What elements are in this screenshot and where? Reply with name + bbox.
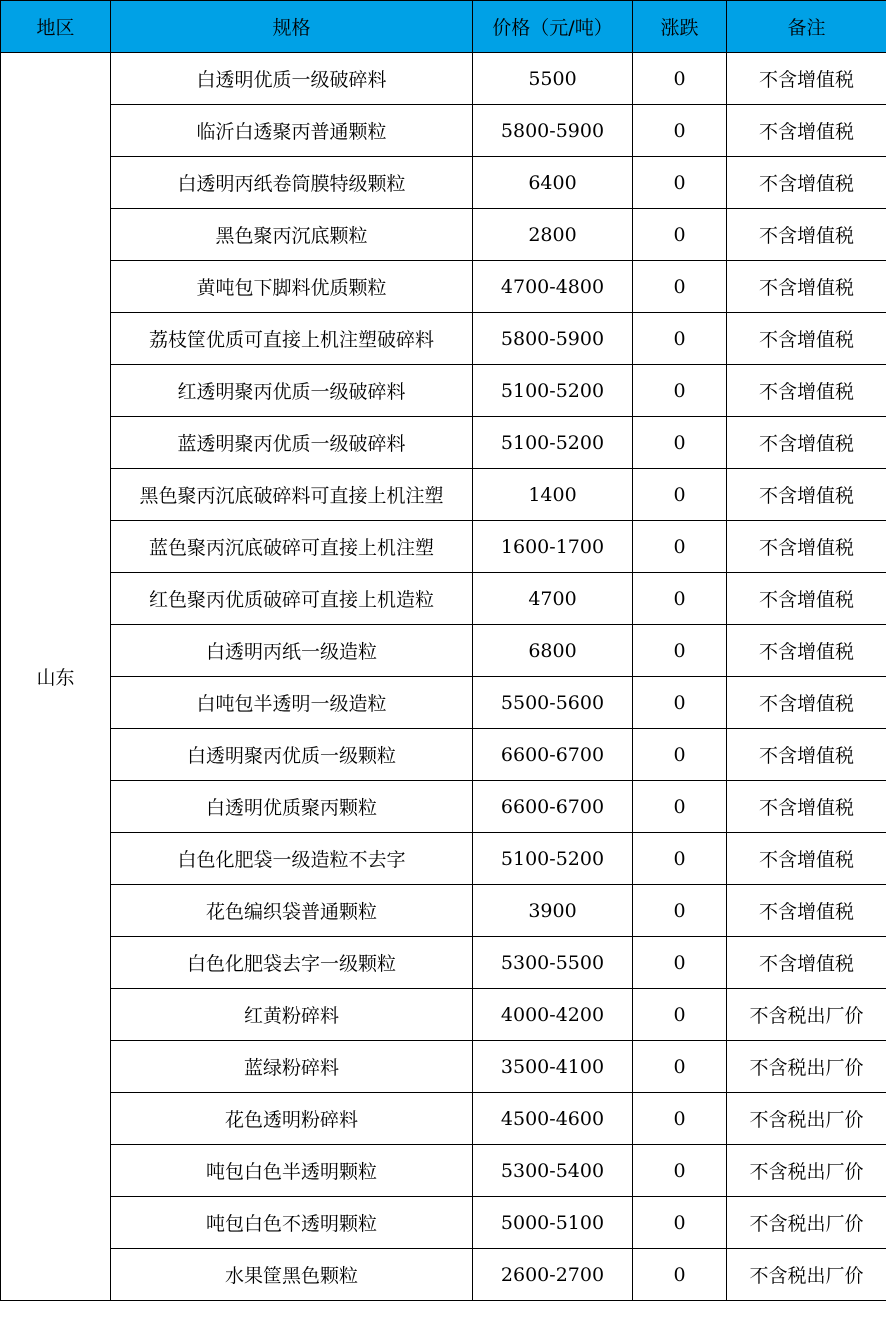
price-cell: 1400 bbox=[473, 469, 633, 521]
change-cell: 0 bbox=[633, 1093, 727, 1145]
spec-cell: 荔枝筐优质可直接上机注塑破碎料 bbox=[111, 313, 473, 365]
spec-cell: 蓝绿粉碎料 bbox=[111, 1041, 473, 1093]
note-cell: 不含增值税 bbox=[727, 157, 886, 209]
note-cell: 不含增值税 bbox=[727, 885, 886, 937]
spec-cell: 红黄粉碎料 bbox=[111, 989, 473, 1041]
note-cell: 不含增值税 bbox=[727, 677, 886, 729]
table-row bbox=[1, 625, 886, 677]
price-cell: 5300-5400 bbox=[473, 1145, 633, 1197]
spec-cell: 蓝透明聚丙优质一级破碎料 bbox=[111, 417, 473, 469]
note-cell: 不含增值税 bbox=[727, 365, 886, 417]
change-cell: 0 bbox=[633, 313, 727, 365]
price-cell: 4700 bbox=[473, 573, 633, 625]
table-row bbox=[1, 729, 886, 781]
spec-cell: 黑色聚丙沉底颗粒 bbox=[111, 209, 473, 261]
table-row bbox=[1, 1197, 886, 1249]
spec-cell: 白透明优质一级破碎料 bbox=[111, 53, 473, 105]
region-cell: 山东 bbox=[1, 53, 111, 1301]
change-cell: 0 bbox=[633, 729, 727, 781]
price-cell: 6400 bbox=[473, 157, 633, 209]
price-cell: 5500-5600 bbox=[473, 677, 633, 729]
header-change: 涨跌 bbox=[633, 1, 727, 53]
change-cell: 0 bbox=[633, 261, 727, 313]
price-cell: 3900 bbox=[473, 885, 633, 937]
price-cell: 5000-5100 bbox=[473, 1197, 633, 1249]
change-cell: 0 bbox=[633, 1041, 727, 1093]
header-price: 价格（元/吨） bbox=[473, 1, 633, 53]
note-cell: 不含增值税 bbox=[727, 261, 886, 313]
note-cell: 不含增值税 bbox=[727, 781, 886, 833]
note-cell: 不含税出厂价 bbox=[727, 1197, 886, 1249]
spec-cell: 水果筐黑色颗粒 bbox=[111, 1249, 473, 1301]
price-cell: 4500-4600 bbox=[473, 1093, 633, 1145]
change-cell: 0 bbox=[633, 365, 727, 417]
price-cell: 5800-5900 bbox=[473, 313, 633, 365]
change-cell: 0 bbox=[633, 53, 727, 105]
price-cell: 2600-2700 bbox=[473, 1249, 633, 1301]
table-row bbox=[1, 1249, 886, 1301]
change-cell: 0 bbox=[633, 833, 727, 885]
note-cell: 不含增值税 bbox=[727, 53, 886, 105]
spec-cell: 红色聚丙优质破碎可直接上机造粒 bbox=[111, 573, 473, 625]
note-cell: 不含增值税 bbox=[727, 937, 886, 989]
note-cell: 不含税出厂价 bbox=[727, 1093, 886, 1145]
header-row bbox=[1, 1, 886, 53]
spec-cell: 红透明聚丙优质一级破碎料 bbox=[111, 365, 473, 417]
price-cell: 5500 bbox=[473, 53, 633, 105]
price-cell: 6600-6700 bbox=[473, 729, 633, 781]
change-cell: 0 bbox=[633, 625, 727, 677]
note-cell: 不含税出厂价 bbox=[727, 1145, 886, 1197]
price-cell: 4700-4800 bbox=[473, 261, 633, 313]
table-row bbox=[1, 365, 886, 417]
spec-cell: 白透明优质聚丙颗粒 bbox=[111, 781, 473, 833]
spec-cell: 白色化肥袋一级造粒不去字 bbox=[111, 833, 473, 885]
spec-cell: 白透明聚丙优质一级颗粒 bbox=[111, 729, 473, 781]
change-cell: 0 bbox=[633, 1145, 727, 1197]
spec-cell: 黑色聚丙沉底破碎料可直接上机注塑 bbox=[111, 469, 473, 521]
table-row bbox=[1, 1093, 886, 1145]
table-row bbox=[1, 469, 886, 521]
table-row bbox=[1, 209, 886, 261]
table-header bbox=[1, 1, 886, 53]
change-cell: 0 bbox=[633, 989, 727, 1041]
header-note: 备注 bbox=[727, 1, 886, 53]
note-cell: 不含增值税 bbox=[727, 521, 886, 573]
table-row bbox=[1, 1145, 886, 1197]
change-cell: 0 bbox=[633, 1249, 727, 1301]
spec-cell: 黄吨包下脚料优质颗粒 bbox=[111, 261, 473, 313]
table-row bbox=[1, 417, 886, 469]
table-row bbox=[1, 937, 886, 989]
table-row bbox=[1, 261, 886, 313]
header-region: 地区 bbox=[1, 1, 111, 53]
change-cell: 0 bbox=[633, 521, 727, 573]
table-row bbox=[1, 989, 886, 1041]
note-cell: 不含增值税 bbox=[727, 625, 886, 677]
change-cell: 0 bbox=[633, 885, 727, 937]
header-spec: 规格 bbox=[111, 1, 473, 53]
price-cell: 5100-5200 bbox=[473, 365, 633, 417]
spec-cell: 吨包白色不透明颗粒 bbox=[111, 1197, 473, 1249]
note-cell: 不含增值税 bbox=[727, 729, 886, 781]
change-cell: 0 bbox=[633, 157, 727, 209]
table-row bbox=[1, 573, 886, 625]
table-row bbox=[1, 105, 886, 157]
note-cell: 不含增值税 bbox=[727, 469, 886, 521]
note-cell: 不含增值税 bbox=[727, 833, 886, 885]
table-row bbox=[1, 157, 886, 209]
price-cell: 6800 bbox=[473, 625, 633, 677]
price-cell: 4000-4200 bbox=[473, 989, 633, 1041]
price-cell: 5100-5200 bbox=[473, 833, 633, 885]
change-cell: 0 bbox=[633, 937, 727, 989]
change-cell: 0 bbox=[633, 781, 727, 833]
price-cell: 5100-5200 bbox=[473, 417, 633, 469]
change-cell: 0 bbox=[633, 1197, 727, 1249]
table-row bbox=[1, 53, 886, 105]
note-cell: 不含增值税 bbox=[727, 313, 886, 365]
price-cell: 2800 bbox=[473, 209, 633, 261]
spec-cell: 白吨包半透明一级造粒 bbox=[111, 677, 473, 729]
change-cell: 0 bbox=[633, 105, 727, 157]
price-cell: 6600-6700 bbox=[473, 781, 633, 833]
table-row bbox=[1, 1041, 886, 1093]
table-row bbox=[1, 885, 886, 937]
price-cell: 1600-1700 bbox=[473, 521, 633, 573]
table-row bbox=[1, 677, 886, 729]
change-cell: 0 bbox=[633, 209, 727, 261]
change-cell: 0 bbox=[633, 573, 727, 625]
spec-cell: 临沂白透聚丙普通颗粒 bbox=[111, 105, 473, 157]
note-cell: 不含增值税 bbox=[727, 417, 886, 469]
note-cell: 不含税出厂价 bbox=[727, 1249, 886, 1301]
change-cell: 0 bbox=[633, 469, 727, 521]
price-cell: 5300-5500 bbox=[473, 937, 633, 989]
note-cell: 不含增值税 bbox=[727, 209, 886, 261]
table-body bbox=[1, 53, 886, 1301]
note-cell: 不含税出厂价 bbox=[727, 989, 886, 1041]
table-row bbox=[1, 781, 886, 833]
note-cell: 不含增值税 bbox=[727, 573, 886, 625]
change-cell: 0 bbox=[633, 677, 727, 729]
note-cell: 不含增值税 bbox=[727, 105, 886, 157]
spec-cell: 白色化肥袋去字一级颗粒 bbox=[111, 937, 473, 989]
spec-cell: 蓝色聚丙沉底破碎可直接上机注塑 bbox=[111, 521, 473, 573]
table-row bbox=[1, 313, 886, 365]
change-cell: 0 bbox=[633, 417, 727, 469]
table-row bbox=[1, 521, 886, 573]
spec-cell: 白透明丙纸一级造粒 bbox=[111, 625, 473, 677]
spec-cell: 花色透明粉碎料 bbox=[111, 1093, 473, 1145]
price-cell: 5800-5900 bbox=[473, 105, 633, 157]
note-cell: 不含税出厂价 bbox=[727, 1041, 886, 1093]
spec-cell: 吨包白色半透明颗粒 bbox=[111, 1145, 473, 1197]
price-cell: 3500-4100 bbox=[473, 1041, 633, 1093]
spec-cell: 花色编织袋普通颗粒 bbox=[111, 885, 473, 937]
spec-cell: 白透明丙纸卷筒膜特级颗粒 bbox=[111, 157, 473, 209]
table-row bbox=[1, 833, 886, 885]
